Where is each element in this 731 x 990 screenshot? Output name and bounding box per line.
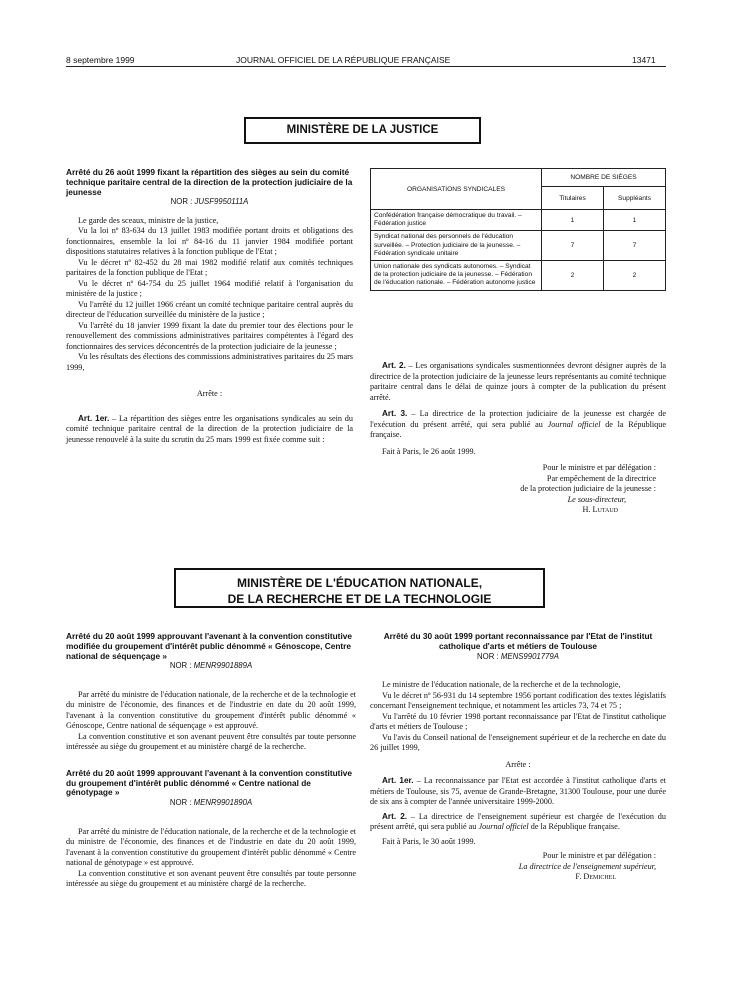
table-header-titulaires: Titulaires	[542, 187, 604, 210]
education-left-column	[66, 632, 356, 890]
header-date: 8 septembre 1999	[66, 55, 135, 65]
header-page-number: 13471	[632, 55, 656, 65]
education-arrete-3-article-2	[370, 812, 666, 833]
table-cell-suppleants: 1	[604, 210, 666, 231]
justice-article-2	[370, 361, 666, 403]
signature-line: Par empêchement de la directrice	[546, 473, 656, 483]
education-arrete-3-nor	[370, 652, 666, 663]
justice-arrete-title: Arrêté du 26 août 1999 fixant la répartition des sièges au sein du comité technique paritaire central de la direction de la protection judiciaire de la jeunesse	[66, 167, 353, 197]
table-row	[371, 261, 666, 291]
education-arrete-2-paragraph: Par arrêté du ministre de l'éducation nationale, de la recherche et de la technologie et du ministre de l'économie, des finances et de l'industrie en date du 20 août 1999, l'avenant à la convention constitutive du groupement d'intérêt public dénommé « Centre national de génotypage » est approuvé.	[66, 826, 356, 868]
justice-nor	[66, 197, 353, 208]
education-signature	[370, 851, 666, 883]
signature-line: de la protection judiciaire de la jeunesse :	[520, 484, 656, 493]
nor-label: NOR :	[169, 661, 192, 671]
header-rule	[66, 66, 666, 67]
table-cell-titulaires: 7	[542, 231, 604, 261]
signature-line: Pour le ministre et par délégation :	[542, 851, 656, 861]
article-label: Art. 2.	[382, 361, 406, 370]
nor-label: NOR :	[169, 798, 192, 808]
education-arrete-1-paragraph: La convention constitutive et son avenant peuvent être consultés par toute personne intéressée au siège du groupement et au ministère chargé de la recherche.	[66, 731, 356, 752]
justice-seats-table-wrapper	[370, 168, 666, 291]
ministry-education-heading	[174, 568, 545, 608]
signature-role: La directrice de l'enseignement supérieur,	[518, 861, 656, 871]
signature-role: Le sous-directeur,	[567, 494, 626, 504]
article-text: – La répartition des sièges entre les organisations syndicales au sein du comité technique paritaire central de la direction de la protection judiciaire de la jeunesse renouvelé à la suite du scrutin du 25 mars 1999 est fixée comme suit :	[66, 413, 353, 444]
table-cell-org: Confédération française démocratique du travail. – Fédération justice	[371, 210, 542, 231]
table-header-organisations: ORGANISATIONS SYNDICALES	[371, 169, 542, 210]
nor-label: NOR :	[170, 197, 193, 207]
justice-article-1	[66, 414, 353, 446]
education-arrete-2-paragraph: La convention constitutive et son avenant peuvent être consultés par toute personne intéressée au siège du groupement et au ministère chargé de la recherche.	[66, 868, 356, 889]
education-arrete-2-title: Arrêté du 20 août 1999 approuvant l'avenant à la convention constitutive du groupement d'intérêt public dénommé « Centre national de génotypage »	[66, 767, 352, 798]
education-arrete-3-arrete: Arrête :	[505, 759, 531, 769]
article-text: de la République française.	[370, 419, 667, 439]
table-cell-org: Syndicat national des personnels de l'éducation surveillée. – Protection judiciaire de la jeunesse. – Fédération syndicale unitaire	[371, 231, 542, 261]
education-arrete-3-visa: Vu l'avis du Conseil national de l'enseignement supérieur et de la recherche en date du 26 juillet 1999,	[370, 732, 666, 753]
signature-name: H. Lutaud	[582, 505, 618, 514]
education-arrete-3-title: Arrêté du 30 août 1999 portant reconnaissance par l'Etat de l'institut catholique d'arts et métiers de Toulouse	[383, 631, 653, 651]
nor-label: NOR :	[477, 651, 499, 661]
article-label: Art. 1er.	[382, 776, 414, 786]
article-text: – La directrice de l'enseignement supérieur est chargée de l'exécution du présent arrêté, qui sera publié au	[370, 811, 666, 832]
article-text: – La directrice de la protection judiciaire de la jeunesse est chargée de l'exécution du présent arrêté, qui sera publié au	[370, 409, 666, 429]
justice-done-at: Fait à Paris, le 26 août 1999.	[382, 446, 476, 456]
table-cell-titulaires: 1	[542, 210, 604, 231]
signature-name: F. Demichel	[575, 872, 616, 882]
journal-officiel-italic: Journal officiel	[478, 822, 529, 832]
article-text: – La reconnaissance par l'Etat est accordée à l'institut catholique d'arts et métiers de Toulouse, sis 75, avenue de Grande-Bretagne, 31300 Toulouse, pour une durée de six ans à compter de l'année universitaire 1999-2000.	[370, 776, 666, 807]
table-cell-org: Union nationale des syndicats autonomes. – Syndicat de la protection judiciaire de la jeunesse. – Fédération de l'éducation nationale. – Fédération autonome justice	[371, 261, 542, 291]
article-text: – Les organisations syndicales susmentionnées devront désigner auprès de la directrice de la protection judiciaire de la jeunesse leurs représentants au comité technique paritaire central dans le délai de quinze jours à compter de la publication du présent arrêté.	[370, 361, 666, 402]
table-row	[371, 210, 666, 231]
education-arrete-3-visa: Vu le décret nº 56-931 du 14 septembre 1956 portant codification des textes législatifs concernant l'enseignement technique, et notamment les articles 73, 74 et 75 ;	[370, 690, 666, 711]
article-label: Art. 1er.	[78, 413, 110, 423]
nor-value: MENS9901779A	[500, 651, 559, 661]
signature-line: Pour le ministre et par délégation :	[542, 463, 656, 472]
justice-visa: Vu le décret nº 64-754 du 25 juillet 1964 modifié relatif à l'organisation du ministère de la justice ;	[66, 278, 353, 299]
education-arrete-2-nor	[66, 798, 356, 809]
table-cell-titulaires: 2	[542, 261, 604, 291]
education-arrete-3-visa: Vu l'arrêté du 10 février 1998 portant reconnaissance par l'Etat de l'institut catholique d'arts et métiers de Toulouse ;	[370, 711, 666, 732]
nor-value: MENR9901890A	[193, 798, 253, 808]
journal-officiel-italic: Journal officiel	[547, 419, 601, 429]
table-header-suppleants: Suppléants	[604, 187, 666, 210]
justice-visa: Vu l'arrêté du 18 janvier 1999 fixant la date du premier tour des élections pour le renouvellement des commissions administratives paritaires compétentes à l'égard des fonctionnaires des services déconcentrés de la protection judiciaire de la jeunesse ;	[66, 320, 353, 351]
table-header-seats: NOMBRE DE SIÈGES	[542, 169, 666, 187]
justice-visa: Vu les résultats des élections des commissions administratives paritaires du 25 mars 1999,	[66, 352, 353, 372]
ministry-education-line-1: MINISTÈRE DE L'ÉDUCATION NATIONALE,	[236, 576, 483, 590]
justice-article-3	[370, 409, 666, 441]
justice-left-column	[66, 168, 353, 445]
table-row	[371, 231, 666, 261]
education-arrete-3-article-1	[370, 776, 666, 808]
justice-visa: Vu la loi nº 83-634 du 13 juillet 1983 modifiée portant droits et obligations des fonctionnaires, ensemble la loi nº 84-16 du 11 janvier 1984 modifiée portant dispositions statutaires relatives à la fonction publique de l'Etat ;	[66, 226, 353, 257]
education-right-column	[370, 632, 666, 883]
justice-visa: Vu le décret nº 82-452 du 28 mai 1982 modifié relatif aux comités techniques paritaires de la fonction publique de l'Etat ;	[66, 257, 353, 278]
education-arrete-1-title: Arrêté du 20 août 1999 approuvant l'avenant à la convention constitutive modifiée du groupement d'intérêt public dénommé « Génoscope, Centre national de séquençage »	[66, 631, 352, 661]
justice-visa: Vu l'arrêté du 12 juillet 1966 créant un comité technique paritaire central auprès du directeur de l'éducation surveillée du ministère de la justice ;	[66, 299, 353, 320]
table-cell-suppleants: 7	[604, 231, 666, 261]
table-cell-suppleants: 2	[604, 261, 666, 291]
nor-value: MENR9901889A	[193, 661, 253, 671]
education-arrete-1-paragraph: Par arrêté du ministre de l'éducation nationale, de la recherche et de la technologie et du ministre de l'économie, des finances et de l'industrie en date du 20 août 1999, l'avenant à la convention constitutive du groupement d'intérêt public dénommé « Génoscope, Centre national de séquençage » est approuvé.	[66, 689, 356, 731]
education-arrete-1-nor	[66, 661, 356, 672]
article-text: de la République française.	[528, 822, 620, 832]
education-arrete-3-done-at: Fait à Paris, le 30 août 1999.	[382, 836, 476, 846]
justice-signature	[370, 463, 666, 516]
ministry-education-line-2: DE LA RECHERCHE ET DE LA TECHNOLOGIE	[227, 592, 492, 606]
article-label: Art. 2.	[382, 811, 408, 821]
justice-arrete: Arrête :	[196, 389, 223, 399]
header-journal: JOURNAL OFFICIEL DE LA RÉPUBLIQUE FRANÇAISE	[236, 55, 451, 65]
article-label: Art. 3.	[382, 409, 408, 418]
justice-right-column	[370, 361, 666, 516]
education-arrete-3-visa: Le ministre de l'éducation nationale, de la recherche et de la technologie,	[382, 680, 621, 690]
ministry-justice-heading: MINISTÈRE DE LA JUSTICE	[244, 117, 481, 144]
seats-table	[370, 168, 666, 291]
justice-visa: Le garde des sceaux, ministre de la justice,	[78, 215, 219, 225]
nor-value: JUSF9950111A	[194, 197, 249, 207]
